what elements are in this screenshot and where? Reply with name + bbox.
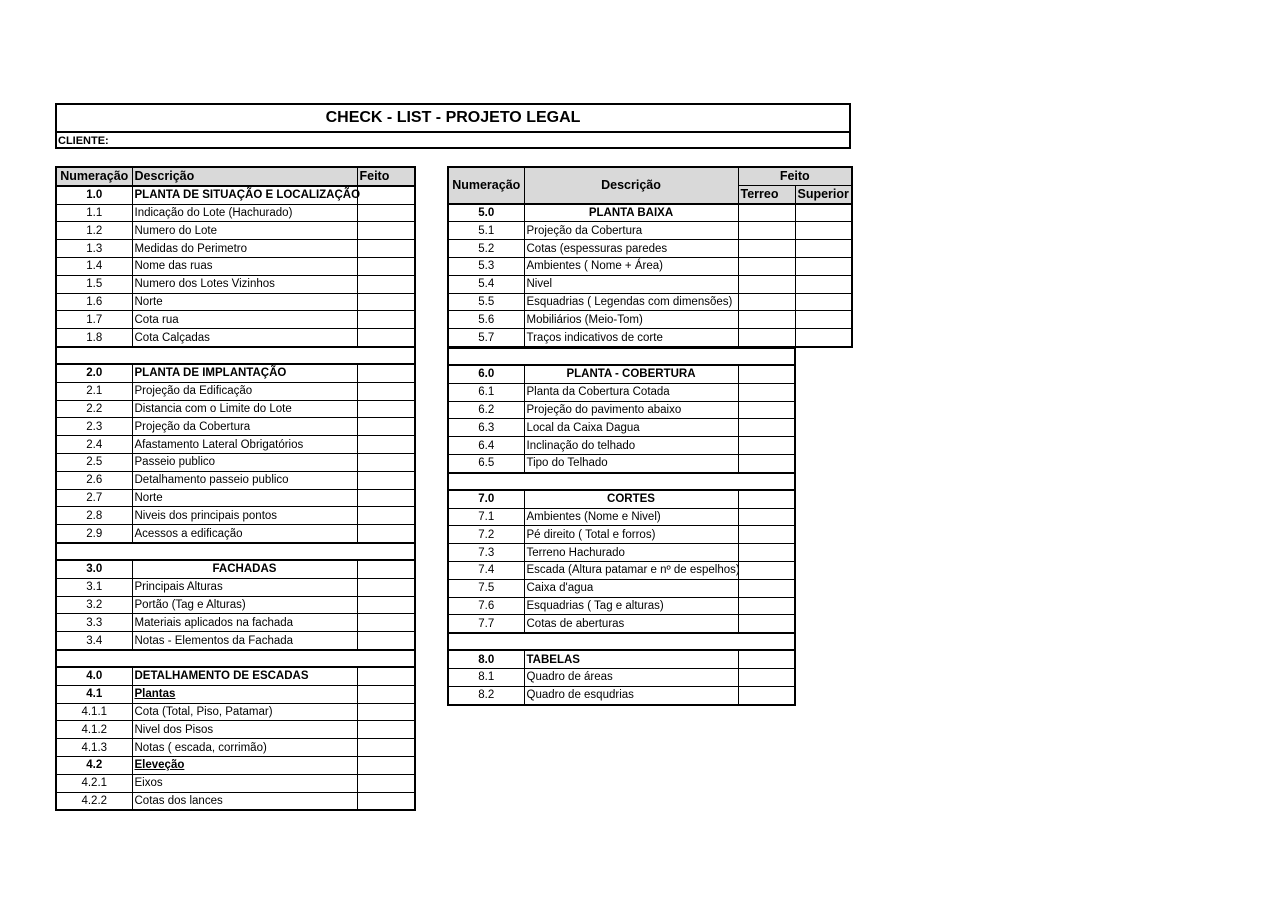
table-row bbox=[448, 329, 852, 347]
document-header bbox=[55, 103, 851, 149]
table-row bbox=[448, 561, 795, 579]
item-number: 6.3 bbox=[448, 419, 524, 437]
item-number: 1.2 bbox=[56, 222, 132, 240]
table-row bbox=[56, 596, 415, 614]
done-cell[interactable] bbox=[738, 526, 795, 544]
item-description: Norte bbox=[132, 293, 357, 311]
table-row bbox=[448, 365, 795, 383]
done-cell[interactable] bbox=[357, 632, 415, 650]
item-number: 4.1.3 bbox=[56, 739, 132, 757]
item-description: Tipo do Telhado bbox=[524, 454, 738, 472]
item-description: FACHADAS bbox=[132, 560, 357, 578]
done-cell[interactable] bbox=[357, 364, 415, 382]
done-cell[interactable] bbox=[357, 382, 415, 400]
spacer-cell bbox=[56, 347, 415, 364]
table-row bbox=[448, 311, 852, 329]
done-cell[interactable] bbox=[357, 721, 415, 739]
item-description: Indicação do Lote (Hachurado) bbox=[132, 204, 357, 222]
item-number: 1.7 bbox=[56, 311, 132, 329]
item-number: 7.4 bbox=[448, 561, 524, 579]
item-description: Esquadrias ( Tag e alturas) bbox=[524, 597, 738, 615]
table-row bbox=[448, 544, 795, 562]
table-row bbox=[56, 703, 415, 721]
item-number: 2.5 bbox=[56, 453, 132, 471]
item-description: Notas - Elementos da Fachada bbox=[132, 632, 357, 650]
item-number: 2.9 bbox=[56, 525, 132, 543]
table-row bbox=[448, 204, 852, 222]
item-description: Medidas do Perimetro bbox=[132, 240, 357, 258]
item-description: Inclinação do telhado bbox=[524, 437, 738, 455]
table-row bbox=[56, 204, 415, 222]
done-cell[interactable] bbox=[357, 667, 415, 685]
done-cell[interactable] bbox=[738, 650, 795, 668]
item-description: Nivel bbox=[524, 275, 738, 293]
header-descricao: Descrição bbox=[524, 167, 738, 204]
item-description: Projeção da Cobertura bbox=[132, 418, 357, 436]
table-row bbox=[448, 401, 795, 419]
table-row bbox=[56, 774, 415, 792]
done-cell[interactable] bbox=[357, 471, 415, 489]
item-number: 2.6 bbox=[56, 471, 132, 489]
done-superior-cell[interactable] bbox=[795, 204, 852, 222]
table-row bbox=[56, 792, 415, 810]
item-number: 2.1 bbox=[56, 382, 132, 400]
header-terreo: Terreo bbox=[738, 185, 795, 203]
done-cell[interactable] bbox=[357, 756, 415, 774]
done-superior-cell[interactable] bbox=[795, 293, 852, 311]
table-row bbox=[448, 650, 795, 668]
spacer-cell bbox=[448, 348, 795, 365]
table-row bbox=[56, 560, 415, 578]
table-row bbox=[448, 419, 795, 437]
table-row bbox=[448, 222, 852, 240]
item-description: Traços indicativos de corte bbox=[524, 329, 738, 347]
item-description: Numero dos Lotes Vizinhos bbox=[132, 275, 357, 293]
item-description: Caixa d'agua bbox=[524, 579, 738, 597]
item-number: 7.6 bbox=[448, 597, 524, 615]
item-description: Materiais aplicados na fachada bbox=[132, 614, 357, 632]
spacer-row bbox=[56, 347, 415, 364]
table-row bbox=[56, 186, 415, 204]
item-description: Principais Alturas bbox=[132, 578, 357, 596]
item-number: 5.0 bbox=[448, 204, 524, 222]
item-number: 1.3 bbox=[56, 240, 132, 258]
done-cell[interactable] bbox=[738, 561, 795, 579]
checklist-table-right-bottom bbox=[447, 347, 796, 706]
item-number: 5.1 bbox=[448, 222, 524, 240]
checklist-table-left bbox=[55, 166, 416, 811]
checklist-body-right-bottom bbox=[448, 348, 795, 705]
done-terreo-cell[interactable] bbox=[738, 222, 795, 240]
table-row bbox=[448, 579, 795, 597]
done-cell[interactable] bbox=[738, 365, 795, 383]
item-number: 4.1 bbox=[56, 685, 132, 703]
item-description: Nome das ruas bbox=[132, 257, 357, 275]
item-number: 5.4 bbox=[448, 275, 524, 293]
done-cell[interactable] bbox=[357, 293, 415, 311]
item-description: Projeção da Cobertura bbox=[524, 222, 738, 240]
item-description: Afastamento Lateral Obrigatórios bbox=[132, 436, 357, 454]
header-superior: Superior bbox=[795, 185, 852, 203]
done-cell[interactable] bbox=[738, 401, 795, 419]
done-cell[interactable] bbox=[357, 453, 415, 471]
table-row bbox=[56, 364, 415, 382]
item-number: 3.1 bbox=[56, 578, 132, 596]
item-description: Mobiliários (Meio-Tom) bbox=[524, 311, 738, 329]
table-row bbox=[56, 507, 415, 525]
item-description: Detalhamento passeio publico bbox=[132, 471, 357, 489]
item-number: 6.0 bbox=[448, 365, 524, 383]
done-terreo-cell[interactable] bbox=[738, 293, 795, 311]
item-number: 2.3 bbox=[56, 418, 132, 436]
item-description: PLANTA BAIXA bbox=[524, 204, 738, 222]
item-description: Projeção da Edificação bbox=[132, 382, 357, 400]
table-row bbox=[448, 490, 795, 508]
item-number: 7.3 bbox=[448, 544, 524, 562]
table-row bbox=[448, 615, 795, 633]
done-cell[interactable] bbox=[738, 597, 795, 615]
item-number: 4.1.1 bbox=[56, 703, 132, 721]
item-description: Norte bbox=[132, 489, 357, 507]
item-description: Cotas dos lances bbox=[132, 792, 357, 810]
item-description: Projeção do pavimento abaixo bbox=[524, 401, 738, 419]
item-number: 5.2 bbox=[448, 240, 524, 258]
item-description: Planta da Cobertura Cotada bbox=[524, 383, 738, 401]
done-cell[interactable] bbox=[738, 437, 795, 455]
table-row bbox=[448, 275, 852, 293]
table-row bbox=[56, 685, 415, 703]
done-cell[interactable] bbox=[357, 596, 415, 614]
table-row bbox=[56, 614, 415, 632]
done-cell[interactable] bbox=[357, 275, 415, 293]
done-cell[interactable] bbox=[357, 186, 415, 204]
checklist-body-left bbox=[56, 186, 415, 811]
done-cell[interactable] bbox=[738, 419, 795, 437]
table-row bbox=[56, 257, 415, 275]
spacer-row bbox=[56, 650, 415, 667]
page-title: CHECK - LIST - PROJETO LEGAL bbox=[57, 105, 849, 133]
done-terreo-cell[interactable] bbox=[738, 204, 795, 222]
item-number: 7.2 bbox=[448, 526, 524, 544]
checklist-table-right-top bbox=[447, 166, 853, 348]
item-description: Niveis dos principais pontos bbox=[132, 507, 357, 525]
item-description: Cota rua bbox=[132, 311, 357, 329]
header-feito: Feito bbox=[738, 167, 852, 185]
table-row bbox=[56, 489, 415, 507]
item-description: Local da Caixa Dagua bbox=[524, 419, 738, 437]
done-superior-cell[interactable] bbox=[795, 311, 852, 329]
item-number: 4.2.1 bbox=[56, 774, 132, 792]
table-row bbox=[448, 257, 852, 275]
item-description: CORTES bbox=[524, 490, 738, 508]
item-description: PLANTA DE IMPLANTAÇÃO bbox=[132, 364, 357, 382]
done-cell[interactable] bbox=[738, 579, 795, 597]
item-number: 6.1 bbox=[448, 383, 524, 401]
item-description: Numero do Lote bbox=[132, 222, 357, 240]
done-superior-cell[interactable] bbox=[795, 329, 852, 347]
table-row bbox=[56, 471, 415, 489]
item-description: Acessos a edificação bbox=[132, 525, 357, 543]
done-cell[interactable] bbox=[357, 614, 415, 632]
spacer-cell bbox=[56, 543, 415, 560]
item-description: Eleveção bbox=[132, 756, 357, 774]
done-cell[interactable] bbox=[738, 454, 795, 472]
table-row bbox=[448, 383, 795, 401]
item-number: 1.6 bbox=[56, 293, 132, 311]
done-terreo-cell[interactable] bbox=[738, 240, 795, 258]
item-description: Quadro de áreas bbox=[524, 668, 738, 686]
table-row bbox=[56, 739, 415, 757]
item-description: Esquadrias ( Legendas com dimensões) bbox=[524, 293, 738, 311]
item-number: 3.3 bbox=[56, 614, 132, 632]
table-row bbox=[56, 293, 415, 311]
item-number: 1.4 bbox=[56, 257, 132, 275]
item-number: 4.1.2 bbox=[56, 721, 132, 739]
table-row bbox=[448, 293, 852, 311]
item-number: 7.5 bbox=[448, 579, 524, 597]
table-row bbox=[448, 526, 795, 544]
done-cell[interactable] bbox=[357, 204, 415, 222]
table-row bbox=[448, 437, 795, 455]
item-number: 5.7 bbox=[448, 329, 524, 347]
done-cell[interactable] bbox=[357, 525, 415, 543]
done-terreo-cell[interactable] bbox=[738, 329, 795, 347]
spacer-row bbox=[448, 473, 795, 490]
done-cell[interactable] bbox=[357, 400, 415, 418]
item-description: Distancia com o Limite do Lote bbox=[132, 400, 357, 418]
spacer-cell bbox=[56, 650, 415, 667]
item-description: Ambientes ( Nome + Área) bbox=[524, 257, 738, 275]
header-descricao: Descrição bbox=[132, 167, 357, 186]
spacer-cell bbox=[448, 473, 795, 490]
done-cell[interactable] bbox=[357, 792, 415, 810]
table-row bbox=[448, 240, 852, 258]
done-cell[interactable] bbox=[357, 418, 415, 436]
item-description: Cotas de aberturas bbox=[524, 615, 738, 633]
spacer-cell bbox=[448, 633, 795, 650]
item-number: 2.4 bbox=[56, 436, 132, 454]
item-number: 7.7 bbox=[448, 615, 524, 633]
table-row bbox=[56, 632, 415, 650]
item-description: Quadro de esqudrias bbox=[524, 686, 738, 704]
done-cell[interactable] bbox=[738, 686, 795, 704]
item-number: 1.0 bbox=[56, 186, 132, 204]
done-cell[interactable] bbox=[357, 507, 415, 525]
item-number: 8.2 bbox=[448, 686, 524, 704]
table-row bbox=[448, 668, 795, 686]
item-number: 3.0 bbox=[56, 560, 132, 578]
table-row bbox=[56, 382, 415, 400]
done-cell[interactable] bbox=[357, 774, 415, 792]
item-description: Cota (Total, Piso, Patamar) bbox=[132, 703, 357, 721]
item-description: Ambientes (Nome e Nivel) bbox=[524, 508, 738, 526]
table-row bbox=[56, 667, 415, 685]
header-numeracao: Numeração bbox=[448, 167, 524, 204]
item-number: 4.2 bbox=[56, 756, 132, 774]
done-terreo-cell[interactable] bbox=[738, 257, 795, 275]
done-cell[interactable] bbox=[738, 490, 795, 508]
item-description: Passeio publico bbox=[132, 453, 357, 471]
done-cell[interactable] bbox=[738, 668, 795, 686]
item-description: Notas ( escada, corrimão) bbox=[132, 739, 357, 757]
table-row bbox=[448, 454, 795, 472]
done-superior-cell[interactable] bbox=[795, 275, 852, 293]
done-cell[interactable] bbox=[357, 240, 415, 258]
item-number: 7.0 bbox=[448, 490, 524, 508]
table-row bbox=[56, 756, 415, 774]
done-cell[interactable] bbox=[738, 615, 795, 633]
item-description: Portão (Tag e Alturas) bbox=[132, 596, 357, 614]
done-cell[interactable] bbox=[357, 329, 415, 347]
item-number: 8.1 bbox=[448, 668, 524, 686]
item-number: 3.4 bbox=[56, 632, 132, 650]
item-number: 2.2 bbox=[56, 400, 132, 418]
table-row bbox=[448, 508, 795, 526]
done-cell[interactable] bbox=[357, 222, 415, 240]
table-row bbox=[56, 578, 415, 596]
item-number: 4.0 bbox=[56, 667, 132, 685]
table-row bbox=[56, 222, 415, 240]
done-cell[interactable] bbox=[357, 685, 415, 703]
item-description: PLANTA - COBERTURA bbox=[524, 365, 738, 383]
item-number: 6.4 bbox=[448, 437, 524, 455]
done-cell[interactable] bbox=[738, 508, 795, 526]
item-number: 6.2 bbox=[448, 401, 524, 419]
done-terreo-cell[interactable] bbox=[738, 275, 795, 293]
done-cell[interactable] bbox=[357, 257, 415, 275]
table-row bbox=[56, 436, 415, 454]
table-header-row bbox=[56, 167, 415, 186]
item-number: 1.8 bbox=[56, 329, 132, 347]
item-number: 4.2.2 bbox=[56, 792, 132, 810]
done-superior-cell[interactable] bbox=[795, 240, 852, 258]
spacer-row bbox=[448, 348, 795, 365]
table-row bbox=[56, 525, 415, 543]
item-number: 2.8 bbox=[56, 507, 132, 525]
item-number: 1.5 bbox=[56, 275, 132, 293]
done-cell[interactable] bbox=[357, 489, 415, 507]
checklist-body-right-top bbox=[448, 204, 852, 347]
done-cell[interactable] bbox=[738, 383, 795, 401]
table-header-row bbox=[448, 167, 852, 185]
table-row bbox=[56, 240, 415, 258]
item-number: 7.1 bbox=[448, 508, 524, 526]
done-cell[interactable] bbox=[357, 578, 415, 596]
done-cell[interactable] bbox=[738, 544, 795, 562]
done-cell[interactable] bbox=[357, 436, 415, 454]
item-number: 2.0 bbox=[56, 364, 132, 382]
item-description: Cotas (espessuras paredes bbox=[524, 240, 738, 258]
item-description: Nivel dos Pisos bbox=[132, 721, 357, 739]
item-number: 1.1 bbox=[56, 204, 132, 222]
item-number: 6.5 bbox=[448, 454, 524, 472]
done-cell[interactable] bbox=[357, 560, 415, 578]
item-description: DETALHAMENTO DE ESCADAS bbox=[132, 667, 357, 685]
spacer-row bbox=[448, 633, 795, 650]
table-row bbox=[448, 686, 795, 704]
done-cell[interactable] bbox=[357, 311, 415, 329]
item-description: TABELAS bbox=[524, 650, 738, 668]
item-number: 5.3 bbox=[448, 257, 524, 275]
item-description: Escada (Altura patamar e nº de espelhos) bbox=[524, 561, 738, 579]
client-field[interactable]: CLIENTE: bbox=[58, 135, 109, 147]
done-cell[interactable] bbox=[357, 703, 415, 721]
item-description: Terreno Hachurado bbox=[524, 544, 738, 562]
item-number: 3.2 bbox=[56, 596, 132, 614]
table-row bbox=[56, 275, 415, 293]
table-row bbox=[56, 453, 415, 471]
spacer-row bbox=[56, 543, 415, 560]
item-number: 5.5 bbox=[448, 293, 524, 311]
item-number: 8.0 bbox=[448, 650, 524, 668]
table-row bbox=[56, 329, 415, 347]
item-description: Eixos bbox=[132, 774, 357, 792]
item-number: 2.7 bbox=[56, 489, 132, 507]
item-description: Pé direito ( Total e forros) bbox=[524, 526, 738, 544]
header-numeracao: Numeração bbox=[56, 167, 132, 186]
table-row bbox=[56, 721, 415, 739]
done-cell[interactable] bbox=[357, 739, 415, 757]
table-row bbox=[56, 418, 415, 436]
item-description: PLANTA DE SITUAÇÃO E LOCALIZAÇÃO bbox=[132, 186, 357, 204]
table-row bbox=[56, 311, 415, 329]
item-description: Plantas bbox=[132, 685, 357, 703]
header-feito: Feito bbox=[357, 167, 415, 186]
done-superior-cell[interactable] bbox=[795, 222, 852, 240]
item-description: Cota Calçadas bbox=[132, 329, 357, 347]
item-number: 5.6 bbox=[448, 311, 524, 329]
done-terreo-cell[interactable] bbox=[738, 311, 795, 329]
done-superior-cell[interactable] bbox=[795, 257, 852, 275]
table-row bbox=[448, 597, 795, 615]
table-row bbox=[56, 400, 415, 418]
